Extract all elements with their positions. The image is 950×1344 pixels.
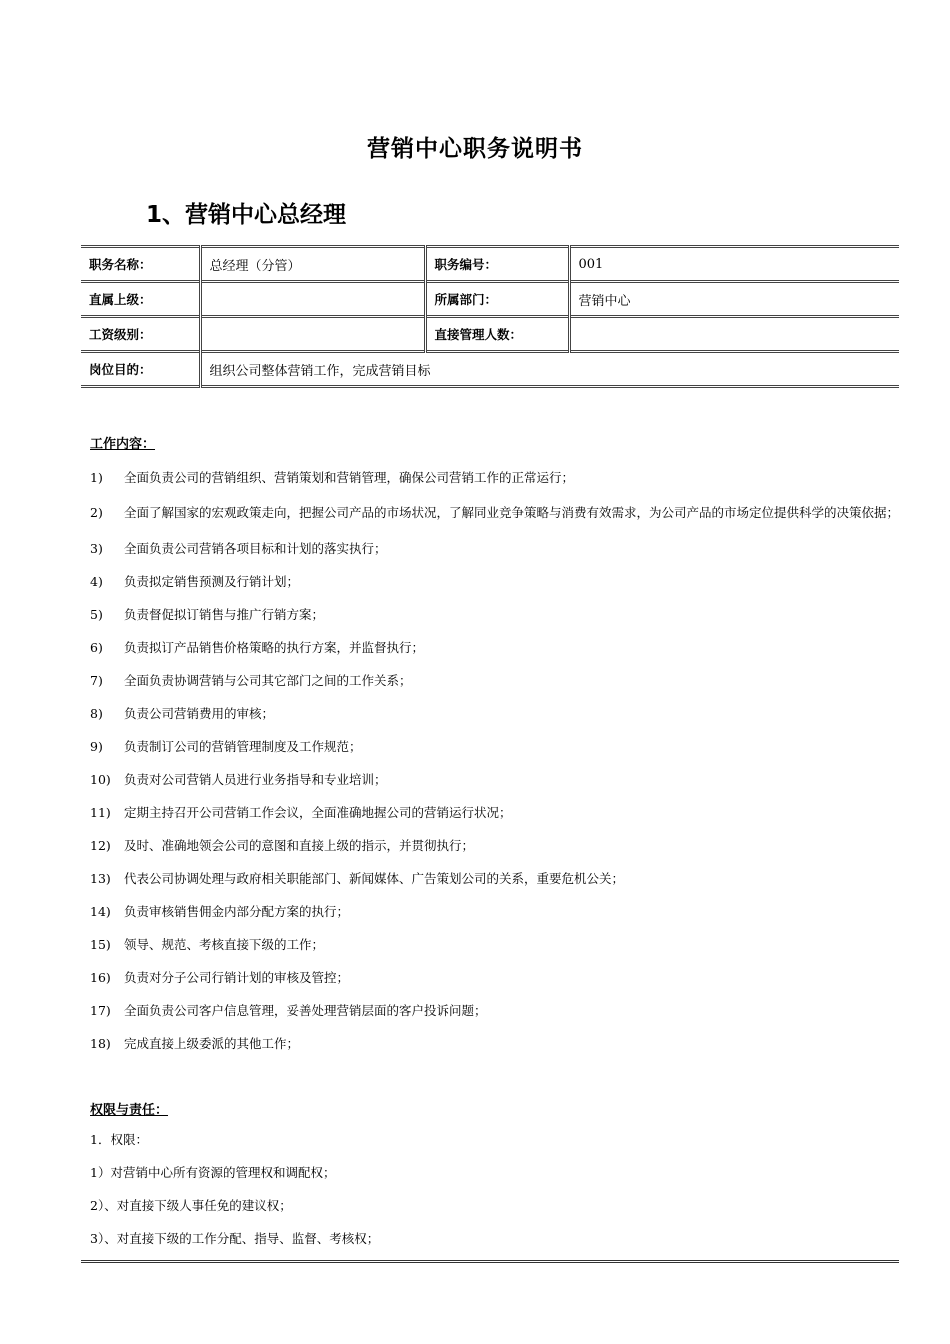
job-code-value: 001 bbox=[569, 247, 899, 282]
work-content-list bbox=[90, 461, 900, 1060]
document-title: 营销中心职务说明书 bbox=[367, 136, 583, 162]
salary-grade-value bbox=[200, 317, 425, 352]
list-item: 5) 负责督促拟订销售与推广行销方案； bbox=[90, 607, 325, 622]
list-item: 3) 全面负责公司营销各项目标和计划的落实执行； bbox=[90, 541, 387, 556]
list-item: 9) 负责制订公司的营销管理制度及工作规范； bbox=[90, 739, 362, 754]
list-item: 15) 领导、规范、考核直接下级的工作； bbox=[90, 937, 325, 952]
department-value: 营销中心 bbox=[569, 282, 899, 317]
job-info-table bbox=[81, 245, 899, 388]
list-item: 11) 定期主持召开公司营销工作会议，全面准确地握公司的营销运行状况； bbox=[90, 805, 512, 820]
list-item: 2）、对直接下级人事任免的建议权； bbox=[90, 1198, 292, 1213]
purpose-label: 岗位目的： bbox=[89, 362, 152, 377]
list-item: 4) 负责拟定销售预测及行销计划； bbox=[90, 574, 300, 589]
supervisor-value bbox=[200, 282, 425, 317]
purpose-value: 组织公司整体营销工作，完成营销目标 bbox=[200, 352, 899, 387]
footer-divider bbox=[81, 1260, 899, 1263]
table-row bbox=[81, 317, 899, 352]
department-label: 所属部门： bbox=[425, 282, 569, 317]
job-code-label: 职务编号： bbox=[425, 247, 569, 282]
list-item: 12) 及时、准确地领会公司的意图和直接上级的指示，并贯彻执行； bbox=[90, 838, 475, 853]
list-item: 6) 负责拟订产品销售价格策略的执行方案，并监督执行； bbox=[90, 640, 425, 655]
list-item: 13) 代表公司协调处理与政府相关职能部门、新闻媒体、广告策划公司的关系，重要危机公关； bbox=[90, 871, 625, 886]
work-content-heading: 工作内容： bbox=[90, 437, 156, 452]
list-item: 18) 完成直接上级委派的其他工作； bbox=[90, 1036, 300, 1051]
list-item: 16) 负责对分子公司行销计划的审核及管控； bbox=[90, 970, 350, 985]
list-item: 14) 负责审核销售佣金内部分配方案的执行； bbox=[90, 904, 350, 919]
list-item: 1）对营销中心所有资源的管理权和调配权； bbox=[90, 1165, 336, 1180]
list-item: 1．权限： bbox=[90, 1132, 148, 1147]
list-item: 17) 全面负责公司客户信息管理，妥善处理营销层面的客户投诉问题； bbox=[90, 1003, 487, 1018]
table-row bbox=[81, 352, 899, 387]
direct-reports-label: 直接管理人数： bbox=[425, 317, 569, 352]
list-item: 3）、对直接下级的工作分配、指导、监督、考核权； bbox=[90, 1231, 380, 1246]
job-title-label: 职务名称： bbox=[89, 257, 152, 272]
supervisor-label: 直属上级： bbox=[89, 292, 152, 307]
list-item: 7) 全面负责协调营销与公司其它部门之间的工作关系； bbox=[90, 673, 412, 688]
table-row bbox=[81, 247, 899, 282]
authority-heading: 权限与责任： bbox=[90, 1103, 169, 1118]
salary-grade-label: 工资级别： bbox=[89, 327, 152, 342]
authority-list bbox=[90, 1123, 379, 1255]
section-title: 1、营销中心总经理 bbox=[146, 202, 347, 228]
list-item: 8) 负责公司营销费用的审核； bbox=[90, 706, 275, 721]
job-title-value: 总经理（分管） bbox=[200, 247, 425, 282]
list-item: 10) 负责对公司营销人员进行业务指导和专业培训； bbox=[90, 772, 387, 787]
table-row bbox=[81, 282, 899, 317]
list-item: 1) 全面负责公司的营销组织、营销策划和营销管理，确保公司营销工作的正常运行； bbox=[90, 470, 575, 485]
direct-reports-value bbox=[569, 317, 899, 352]
list-item: 2) 全面了解国家的宏观政策走向，把握公司产品的市场状况，了解同业竞争策略与消费有效需求，为公司产品的市场定位提供科学的决策依据； bbox=[90, 505, 900, 520]
